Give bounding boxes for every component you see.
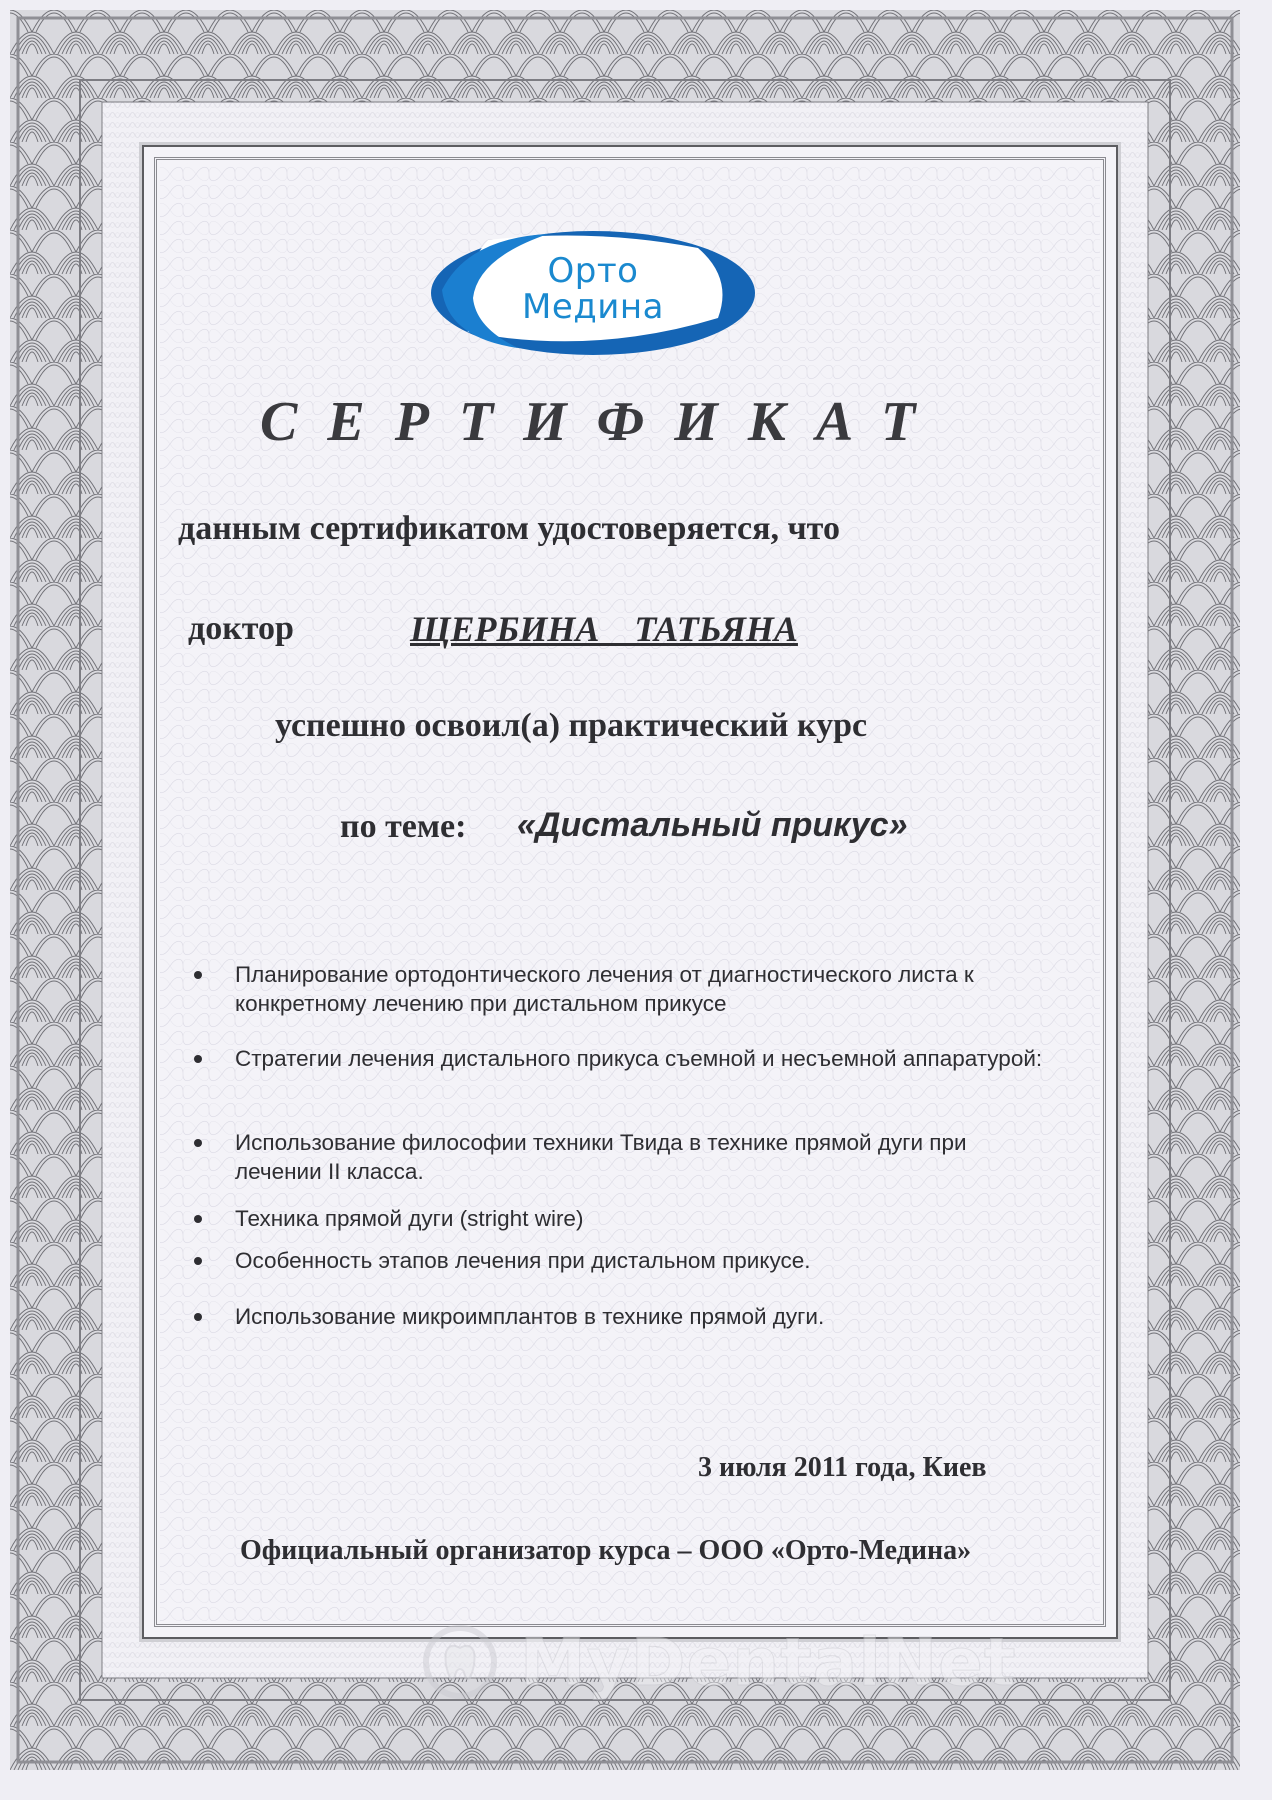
doctor-label: доктор xyxy=(188,610,294,647)
bullet-icon xyxy=(194,1055,202,1063)
bullet-icon xyxy=(194,971,202,979)
date-place: 3 июля 2011 года, Киев xyxy=(698,1452,987,1483)
watermark xyxy=(420,1622,1240,1702)
certificate-title: СЕРТИФИКАТ xyxy=(260,391,946,453)
list-item-text: Техника прямой дуги (stright wire) xyxy=(235,1206,584,1231)
organizer-text: Официальный организатор курса – ООО «Орто-Медина» xyxy=(240,1535,972,1566)
list-item-text: Использование философии техники Твида в технике прямой дуги при лечении II класса. xyxy=(235,1130,967,1184)
bullet-icon xyxy=(194,1313,202,1321)
orto-medina-logo xyxy=(428,228,758,358)
list-item-text: Планирование ортодонтического лечения от диагностического листа к конкретному лечению при дистальном прикусе xyxy=(235,962,974,1016)
intro-text: данным сертификатом удостоверяется, что xyxy=(178,510,840,547)
list-item-text: Стратегии лечения дистального прикуса съемной и несъемной аппаратурой: xyxy=(235,1046,1043,1071)
guilloche-background xyxy=(144,147,1116,1637)
list-item-text: Использование микроимплантов в технике прямой дуги. xyxy=(235,1304,825,1329)
course-text: успешно освоил(а) практический курс xyxy=(275,707,868,744)
certificate-paper xyxy=(142,145,1118,1639)
logo-line-1: Орто xyxy=(547,251,639,291)
logo-line-2: Медина xyxy=(522,287,664,327)
list-item-text: Особенность этапов лечения при дистальном прикусе. xyxy=(235,1248,811,1273)
watermark-text: MyDentalNet xyxy=(520,1624,1017,1701)
bullet-icon xyxy=(194,1215,202,1223)
doctor-name: ЩЕРБИНА ТАТЬЯНА xyxy=(410,609,798,649)
tooth-icon xyxy=(420,1622,500,1702)
topic-title: «Дистальный прикус» xyxy=(517,806,908,844)
bullet-icon xyxy=(194,1139,202,1147)
bullet-icon xyxy=(194,1257,202,1265)
topic-label: по теме: xyxy=(340,808,467,845)
